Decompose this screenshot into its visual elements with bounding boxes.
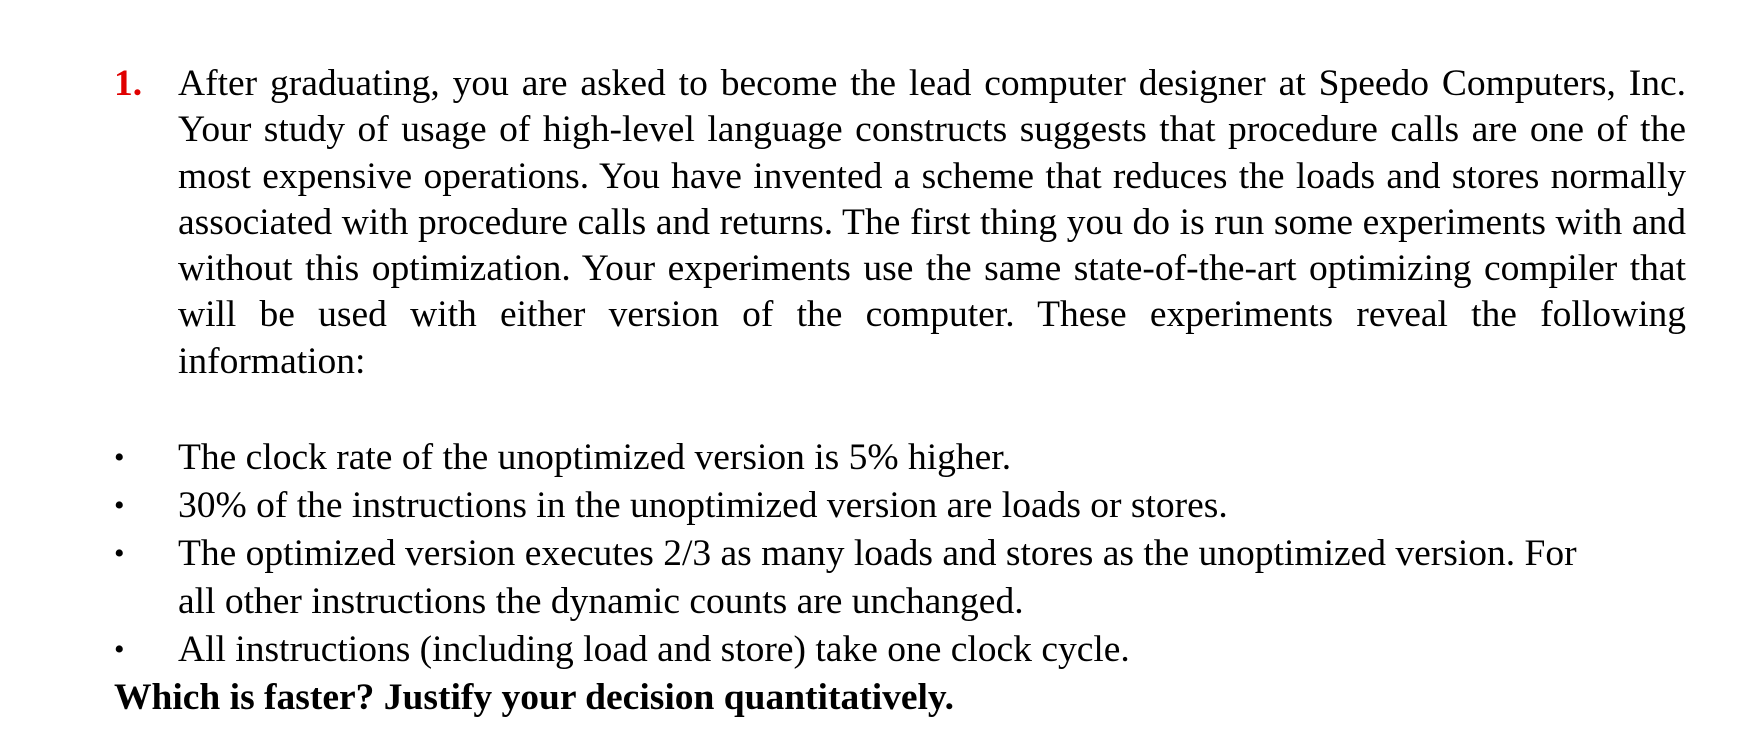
list-item xyxy=(114,530,1686,626)
bullet-text: The clock rate of the unoptimized version is 5% higher. xyxy=(178,437,1012,478)
bullet-marker: • xyxy=(114,633,125,666)
question-text: After graduating, you are asked to become the lead computer designer at Speedo Computers, Inc. Your study of usage of high-level language constructs suggests that procedure calls are one of the most expensive operations. You have invented a scheme that reduces the loads and stores normally associated with procedure calls and returns. The first thing you do is run some experiments with and without this optimization. Your experiments use the same state-of-the-art optimizing compiler that will be used with either version of the computer. These experiments reveal the following information: xyxy=(178,63,1686,382)
list-item xyxy=(114,482,1686,530)
list-item xyxy=(114,434,1686,482)
question-block xyxy=(114,61,1686,385)
bullet-marker: • xyxy=(114,537,125,570)
bullet-text: 30% of the instructions in the unoptimized version are loads or stores. xyxy=(178,485,1228,526)
bullet-text: The optimized version executes 2/3 as many loads and stores as the unoptimized version. For all other instructions the dynamic counts are unchanged. xyxy=(178,533,1577,622)
bullet-marker: • xyxy=(114,489,125,522)
question-number: 1. xyxy=(114,63,143,104)
bullet-text: All instructions (including load and store) take one clock cycle. xyxy=(178,629,1130,670)
bullet-list xyxy=(114,434,1686,674)
final-question: Which is faster? Justify your decision quantitatively. xyxy=(114,677,954,718)
bullet-marker: • xyxy=(114,441,125,474)
list-item xyxy=(114,626,1686,674)
